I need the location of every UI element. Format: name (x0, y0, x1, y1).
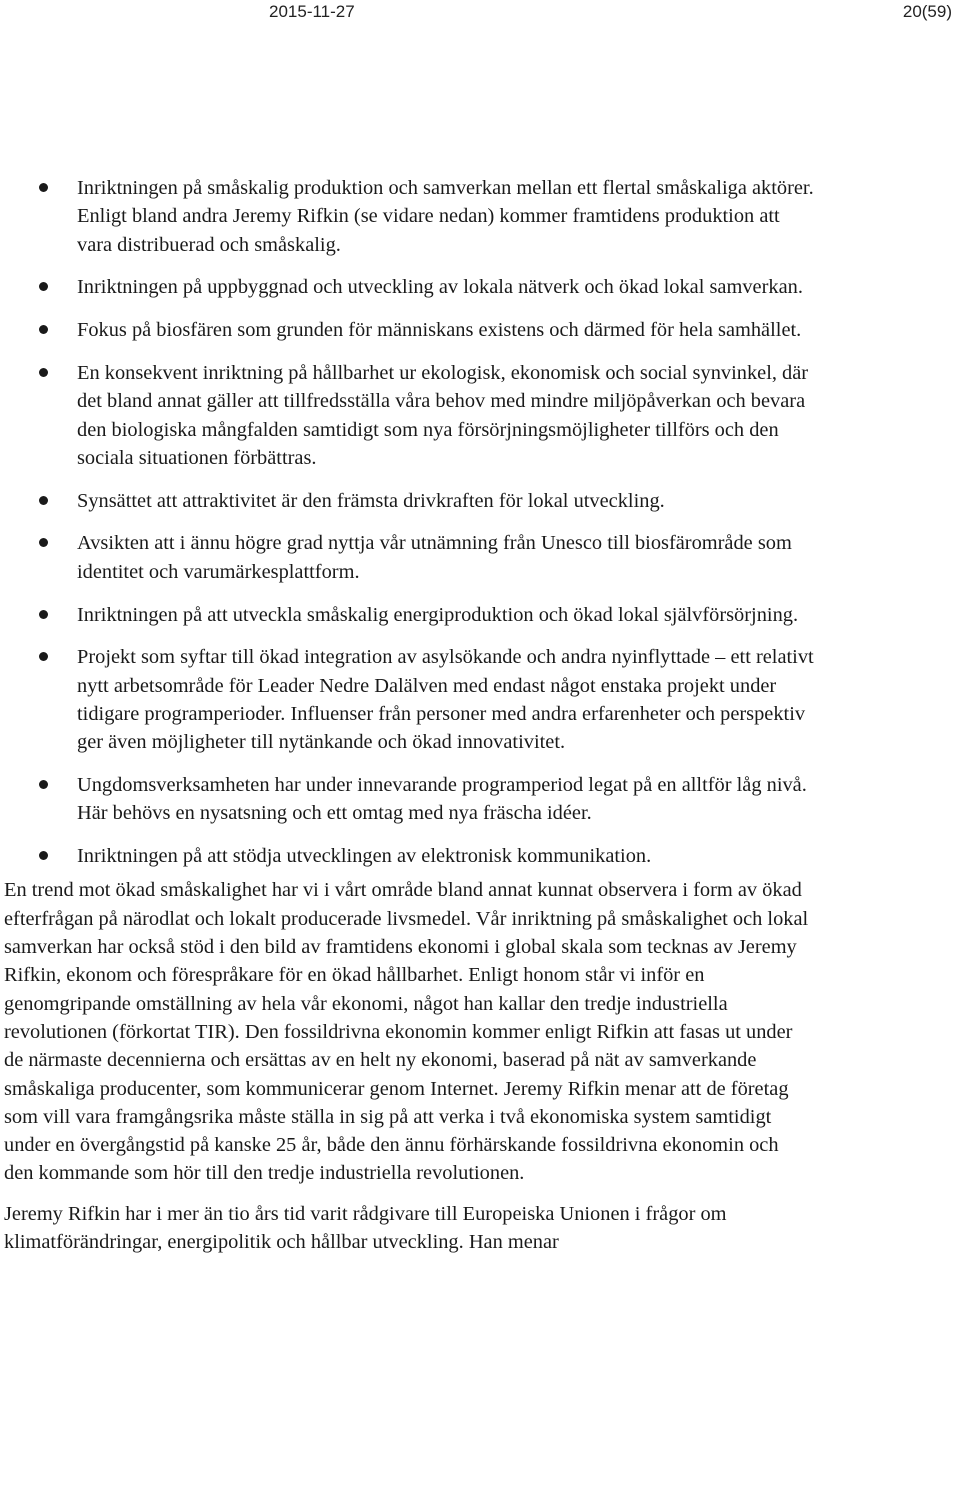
document-body (0, 174, 950, 1268)
list-item (0, 842, 950, 870)
header-date: 2015-11-27 (269, 2, 355, 21)
list-item-text: En konsekvent inriktning på hållbarhet ur ekologisk, ekonomisk och social synvinkel, där det bland annat gäller att tillfredsställa våra behov med mindre miljöpåverkan och bevara den biologiska mångfalden samtidigt som nya försörjningsmöjligheter tillförs och den sociala situationen förbättras. (77, 361, 809, 469)
bullet-icon (39, 610, 48, 619)
list-item (0, 529, 950, 586)
list-item-text: Ungdomsverksamheten har under innevarande programperiod legat på en alltför låg nivå. Här behövs en nysatsning och ett omtag med nya fräscha idéer. (77, 774, 807, 825)
body-paragraph: Jeremy Rifkin har i mer än tio års tid varit rådgivare till Europeiska Unionen i frågor om klimatförändringar, energipolitik och hållbar utveckling. Han menar (4, 1202, 727, 1253)
bullet-icon (39, 851, 48, 860)
list-item (0, 174, 950, 259)
list-item (0, 643, 950, 756)
list-item (0, 771, 950, 828)
bullet-icon (39, 325, 48, 334)
bullet-list (0, 174, 950, 870)
body-paragraph: En trend mot ökad småskalighet har vi i vårt område bland annat kunnat observera i form av ökad efterfrågan på närodlat och lokalt producerade livsmedel. Vår inriktning på småskalighet och lokal samverkan har också stöd i den bild av framtidens ekonomi i global skala som tecknas av Jeremy Rifkin, ekonom och förespråkare för en ökad hållbarhet. Enligt honom står vi inför en genomgripande omställning av hela vår ekonomi, något han kallar den tredje industriella revolutionen (förkortat TIR). Den fossildrivna ekonomin kommer enligt Rifkin att fasas ut under de närmaste decennierna och ersättas av en helt ny ekonomi, baserad på nät av samverkande småskaliga producenter, som kommunicerar genom Internet. Jeremy Rifkin menar att de företag som vill vara framgångsrika måste ställa in sig på att verka i två ekonomiska system samtidigt under en övergångstid på kanske 25 år, både den ännu förhärskande fossildrivna ekonomin och den kommande som hör till den tredje industriella revolutionen. (4, 879, 809, 1185)
list-item (0, 316, 950, 344)
list-item-text: Inriktningen på att utveckla småskalig energiproduktion och ökad lokal självförsörjning. (77, 603, 799, 626)
list-item-text: Inriktningen på uppbyggnad och utveckling av lokala nätverk och ökad lokal samverkan. (77, 276, 803, 299)
bullet-icon (39, 496, 48, 505)
list-item-text: Synsättet att attraktivitet är den främsta drivkraften för lokal utveckling. (77, 489, 665, 512)
list-item (0, 359, 950, 472)
list-item-text: Fokus på biosfären som grunden för människans existens och därmed för hela samhället. (77, 319, 802, 342)
bullet-icon (39, 780, 48, 789)
header-page-number: 20(59) (902, 2, 952, 21)
bullet-icon (39, 282, 48, 291)
list-item-text: Projekt som syftar till ökad integration av asylsökande och andra nyinflyttade – ett relativt nytt arbetsområde för Leader Nedre Dalälven med endast något enstaka projekt under tidigare programperioder. Influenser från personer med andra erfarenheter och perspektiv ger även möjligheter till nytänkande och ökad innovativitet. (77, 646, 814, 754)
bullet-icon (39, 538, 48, 547)
list-item (0, 601, 950, 629)
list-item (0, 487, 950, 515)
page-header (0, 0, 960, 26)
bullet-icon (39, 652, 48, 661)
list-item-text: Inriktningen på småskalig produktion och samverkan mellan ett flertal småskaliga aktörer. Enligt bland andra Jeremy Rifkin (se vidare nedan) kommer framtidens produktion att vara distribuerad och småskalig. (77, 177, 814, 256)
bullet-icon (39, 183, 48, 192)
list-item-text: Inriktningen på att stödja utvecklingen av elektronisk kommunikation. (77, 845, 652, 868)
list-item-text: Avsikten att i ännu högre grad nyttja vår utnämning från Unesco till biosfärområde som identitet och varumärkesplattform. (77, 532, 792, 583)
list-item (0, 273, 950, 301)
bullet-icon (39, 368, 48, 377)
